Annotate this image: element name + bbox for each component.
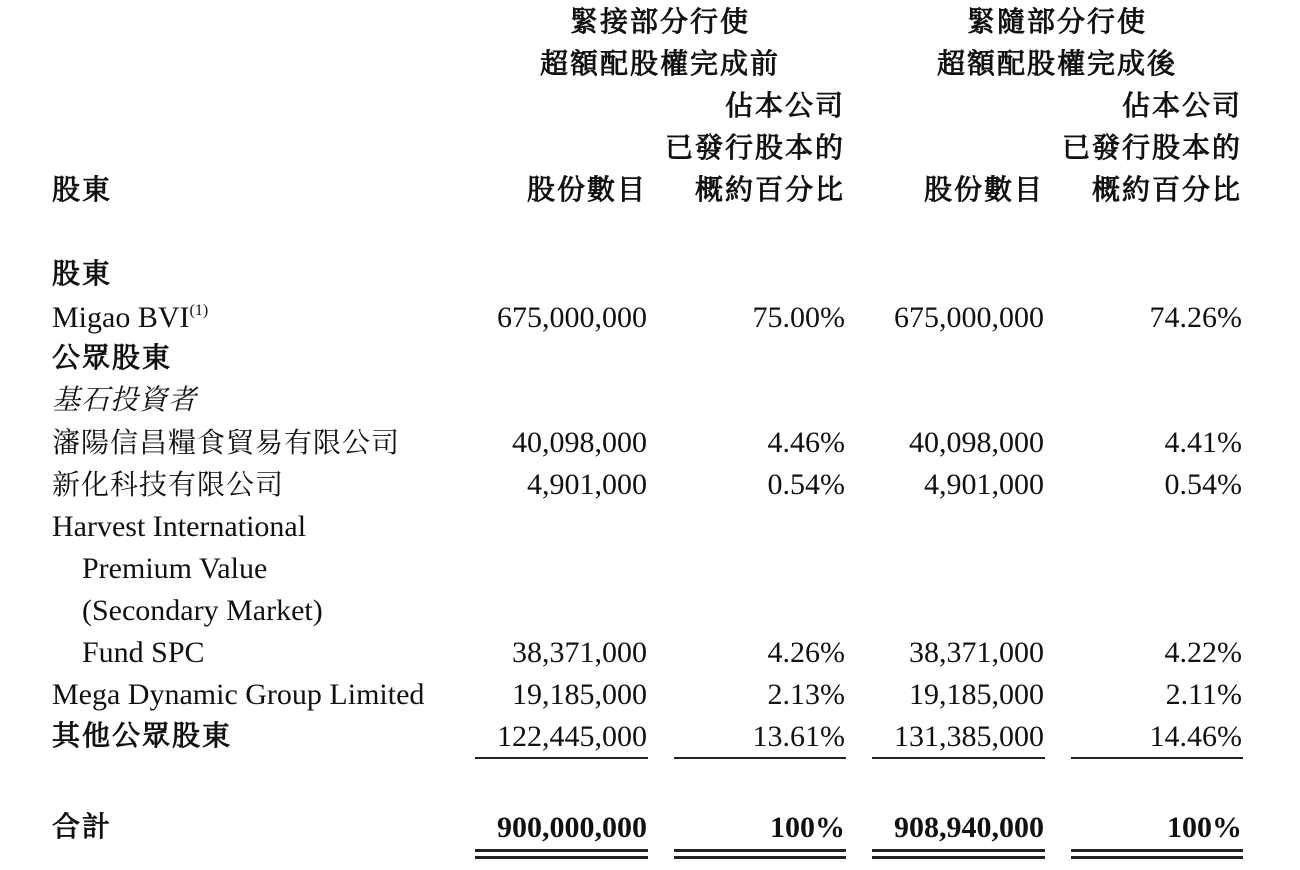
row-mega-after-pct: 2.11% [1165,678,1242,711]
total-before-pct: 100% [770,811,845,844]
row-mega-after-shares: 19,185,000 [909,678,1044,711]
row-migao-after-shares: 675,000,000 [894,301,1044,334]
row-harvest-name-line1: Harvest International [52,510,307,543]
shareholder-column-header: 股東 [52,173,113,206]
row-xinhua-name: 新化科技有限公司 [52,468,285,501]
row-shenyang-after-shares: 40,098,000 [909,426,1044,459]
total-double-rule-before-pct [674,849,846,859]
row-shenyang-name: 瀋陽信昌糧食貿易有限公司 [52,426,401,459]
group-after-line1: 緊隨部分行使 [966,5,1147,38]
row-xinhua-before-shares: 4,901,000 [527,468,647,501]
row-harvest-name-line4: Fund SPC [82,636,205,669]
row-mega-before-shares: 19,185,000 [512,678,647,711]
group-after-line2: 超額配股權完成後 [936,47,1177,80]
row-xinhua-after-pct: 0.54% [1164,468,1242,501]
section-public-shareholders: 公眾股東 [52,341,173,374]
total-before-shares: 900,000,000 [497,811,647,844]
group-before-line2: 超額配股權完成前 [539,47,780,80]
subtotal-rule-before-shares [475,757,648,759]
row-shenyang-after-pct: 4.41% [1164,426,1242,459]
row-other-before-shares: 122,445,000 [497,720,647,753]
total-after-shares: 908,940,000 [894,811,1044,844]
total-double-rule-after-shares [872,849,1045,859]
group-before-line1: 緊接部分行使 [569,5,750,38]
row-harvest-before-shares: 38,371,000 [512,636,647,669]
row-migao-after-pct: 74.26% [1149,301,1242,334]
row-other-public-name: 其他公眾股東 [52,719,233,752]
section-shareholders: 股東 [52,257,113,290]
row-migao-before-pct: 75.00% [752,301,845,334]
pct-header-after-line3: 概約百分比 [1091,173,1242,206]
section-cornerstone-investors: 基石投資者 [52,383,198,416]
row-mega-before-pct: 2.13% [767,678,845,711]
row-harvest-name-line2: Premium Value [82,552,268,585]
pct-header-after-line2: 已發行股本的 [1061,131,1242,164]
subtotal-rule-after-shares [872,757,1045,759]
row-xinhua-before-pct: 0.54% [767,468,845,501]
pct-header-after-line1: 佔本公司 [1121,89,1242,122]
pct-header-before-line1: 佔本公司 [724,89,845,122]
row-migao-label: Migao BVI [52,301,190,334]
row-harvest-before-pct: 4.26% [767,636,845,669]
total-label: 合計 [52,810,113,843]
row-migao-before-shares: 675,000,000 [497,301,647,334]
shares-header-after: 股份數目 [923,173,1044,206]
row-mega-name: Mega Dynamic Group Limited [52,678,425,711]
row-xinhua-after-shares: 4,901,000 [924,468,1044,501]
row-other-after-shares: 131,385,000 [894,720,1044,753]
row-shenyang-before-pct: 4.46% [767,426,845,459]
pct-header-before-line2: 已發行股本的 [664,131,845,164]
subtotal-rule-before-pct [674,757,846,759]
footnote-marker: (1) [189,302,209,319]
total-double-rule-before-shares [475,849,648,859]
row-other-after-pct: 14.46% [1149,720,1242,753]
row-shenyang-before-shares: 40,098,000 [512,426,647,459]
pct-header-before-line3: 概約百分比 [694,173,845,206]
row-other-before-pct: 13.61% [752,720,845,753]
total-after-pct: 100% [1167,811,1242,844]
row-harvest-after-pct: 4.22% [1164,636,1242,669]
row-migao-name [52,303,208,333]
total-double-rule-after-pct [1071,849,1243,859]
row-harvest-name-line3: (Secondary Market) [82,594,323,627]
subtotal-rule-after-pct [1071,757,1243,759]
row-harvest-after-shares: 38,371,000 [909,636,1044,669]
shares-header-before: 股份數目 [526,173,647,206]
